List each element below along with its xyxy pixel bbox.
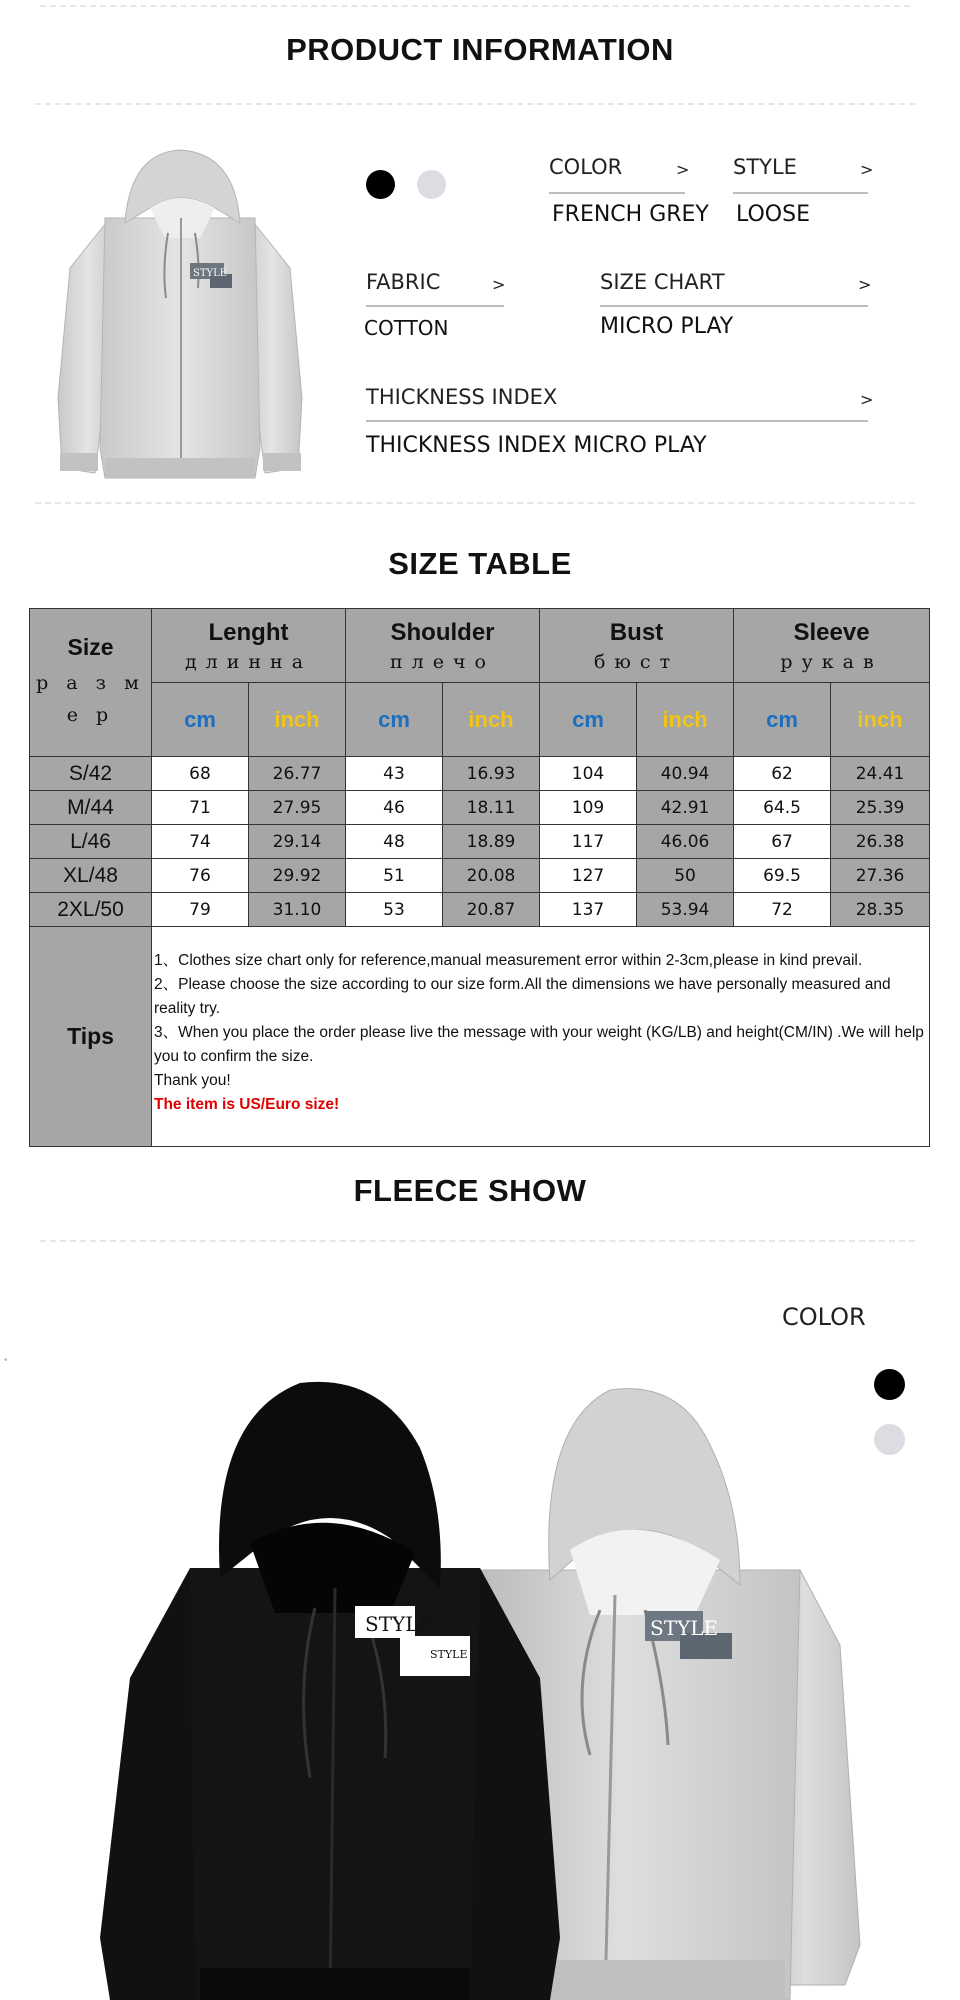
value-cell: 67 [734, 825, 831, 859]
unit-cm: cm [346, 683, 443, 757]
size-table-title: SIZE TABLE [388, 546, 572, 581]
value-cell: 26.77 [249, 757, 346, 791]
grey-hoodie-thumbnail [50, 148, 310, 488]
spec-fabric-line [366, 305, 504, 307]
value-cell: 27.95 [249, 791, 346, 825]
spec-size-chart-label: SIZE CHART [600, 270, 725, 294]
unit-inch: inch [637, 683, 734, 757]
value-cell: 27.36 [831, 859, 930, 893]
value-cell: 50 [637, 859, 734, 893]
fleece-show-divider [40, 1240, 915, 1242]
tip-thanks: Thank you! [154, 1072, 231, 1089]
value-cell: 20.87 [443, 893, 540, 927]
value-cell: 68 [152, 757, 249, 791]
group-header-bust [540, 609, 734, 683]
value-cell: 53.94 [637, 893, 734, 927]
value-cell: 46 [346, 791, 443, 825]
value-cell: 71 [152, 791, 249, 825]
spec-fabric-arrow[interactable]: > [492, 275, 506, 294]
size-cell: XL/48 [30, 859, 152, 893]
value-cell: 20.08 [443, 859, 540, 893]
swatch-grey[interactable] [417, 170, 446, 199]
unit-cm: cm [734, 683, 831, 757]
tip-line-3: 3、When you place the order please live the message with your weight (KG/LB) and height(CM/IN) .We will help you to confirm the size. [154, 1024, 924, 1065]
black-hoodie-photo [100, 1378, 560, 2000]
tips-label: Tips [67, 1023, 114, 1049]
black-print-text: STYLE [365, 1612, 434, 1636]
value-cell: 74 [152, 825, 249, 859]
size-cell: M/44 [30, 791, 152, 825]
tip-line-1: 1、Clothes size chart only for reference,manual measurement error within 2-3cm,please in kind prevail. [154, 952, 863, 969]
spec-thickness-label: THICKNESS INDEX [366, 385, 558, 409]
group-header-length [152, 609, 346, 683]
fleece-color-label: COLOR [782, 1303, 866, 1331]
spec-style-arrow[interactable]: > [860, 160, 874, 179]
spec-thickness-value: THICKNESS INDEX MICRO PLAY [366, 433, 707, 458]
value-cell: 18.89 [443, 825, 540, 859]
group-shoulder-name: Shoulder [390, 618, 495, 646]
spec-style-line [733, 192, 868, 194]
group-length-name: Lenght [208, 618, 289, 646]
edge-mark: • [4, 1355, 8, 1366]
value-cell: 40.94 [637, 757, 734, 791]
group-sleeve-ru: рукав [780, 650, 883, 673]
grey-print-text: STYLE [650, 1616, 719, 1640]
value-cell: 53 [346, 893, 443, 927]
spec-fabric-label: FABRIC [366, 270, 441, 294]
unit-inch: inch [831, 683, 930, 757]
spec-size-chart-line [600, 305, 868, 307]
value-cell: 51 [346, 859, 443, 893]
group-header-shoulder [346, 609, 540, 683]
value-cell: 16.93 [443, 757, 540, 791]
size-cell: S/42 [30, 757, 152, 791]
spec-color-value: FRENCH GREY [552, 202, 709, 227]
fleece-show-title: FLEECE SHOW [353, 1173, 587, 1208]
value-cell: 26.38 [831, 825, 930, 859]
size-table [29, 608, 930, 1147]
size-header-label: Size [67, 634, 114, 660]
value-cell: 28.35 [831, 893, 930, 927]
tip-line-2: 2、Please choose the size according to our size form.All the dimensions we have personally measured and reality try. [154, 976, 891, 1017]
spec-color-arrow[interactable]: > [676, 160, 690, 179]
spec-thickness-arrow[interactable]: > [860, 390, 874, 409]
spec-color-label: COLOR [549, 155, 623, 179]
table-row [30, 791, 930, 825]
value-cell: 48 [346, 825, 443, 859]
value-cell: 29.92 [249, 859, 346, 893]
spec-style-value: LOOSE [736, 202, 810, 227]
size-cell: 2XL/50 [30, 893, 152, 927]
spec-style-label: STYLE [733, 155, 797, 179]
value-cell: 117 [540, 825, 637, 859]
spec-thickness-line [366, 420, 868, 422]
value-cell: 79 [152, 893, 249, 927]
group-length-ru: длинна [184, 650, 313, 673]
group-shoulder-ru: плечо [390, 650, 495, 673]
group-sleeve-name: Sleeve [793, 618, 870, 646]
value-cell: 69.5 [734, 859, 831, 893]
value-cell: 62 [734, 757, 831, 791]
value-cell: 104 [540, 757, 637, 791]
value-cell: 46.06 [637, 825, 734, 859]
tips-content [152, 927, 930, 1147]
value-cell: 29.14 [249, 825, 346, 859]
table-row [30, 825, 930, 859]
table-row [30, 893, 930, 927]
value-cell: 43 [346, 757, 443, 791]
thumb-print-text: STYLE [193, 268, 228, 279]
spec-size-chart-value: MICRO PLAY [600, 314, 734, 339]
value-cell: 42.91 [637, 791, 734, 825]
table-row [30, 859, 930, 893]
table-row [30, 757, 930, 791]
group-bust-name: Bust [609, 618, 664, 646]
value-cell: 127 [540, 859, 637, 893]
unit-inch: inch [249, 683, 346, 757]
size-table-top-divider [35, 502, 915, 504]
product-info-title: PRODUCT INFORMATION [286, 32, 674, 67]
value-cell: 25.39 [831, 791, 930, 825]
product-info-divider [35, 103, 915, 105]
spec-size-chart-arrow[interactable]: > [858, 275, 872, 294]
value-cell: 137 [540, 893, 637, 927]
value-cell: 18.11 [443, 791, 540, 825]
size-header-cell [30, 609, 152, 757]
group-header-sleeve [734, 609, 930, 683]
value-cell: 109 [540, 791, 637, 825]
top-divider [40, 5, 910, 7]
tips-label-cell [30, 927, 152, 1147]
spec-fabric-value: COTTON [364, 316, 449, 340]
unit-inch: inch [443, 683, 540, 757]
value-cell: 31.10 [249, 893, 346, 927]
swatch-black[interactable] [366, 170, 395, 199]
unit-cm: cm [152, 683, 249, 757]
value-cell: 24.41 [831, 757, 930, 791]
value-cell: 72 [734, 893, 831, 927]
size-cell: L/46 [30, 825, 152, 859]
value-cell: 64.5 [734, 791, 831, 825]
black-print-small-text: STYLE [430, 1648, 468, 1661]
value-cell: 76 [152, 859, 249, 893]
group-bust-ru: бюст [593, 650, 680, 673]
spec-color-line [549, 192, 685, 194]
tip-size-note: The item is US/Euro size! [154, 1096, 340, 1113]
size-header-ru: р а з м е р [36, 672, 145, 726]
unit-cm: cm [540, 683, 637, 757]
